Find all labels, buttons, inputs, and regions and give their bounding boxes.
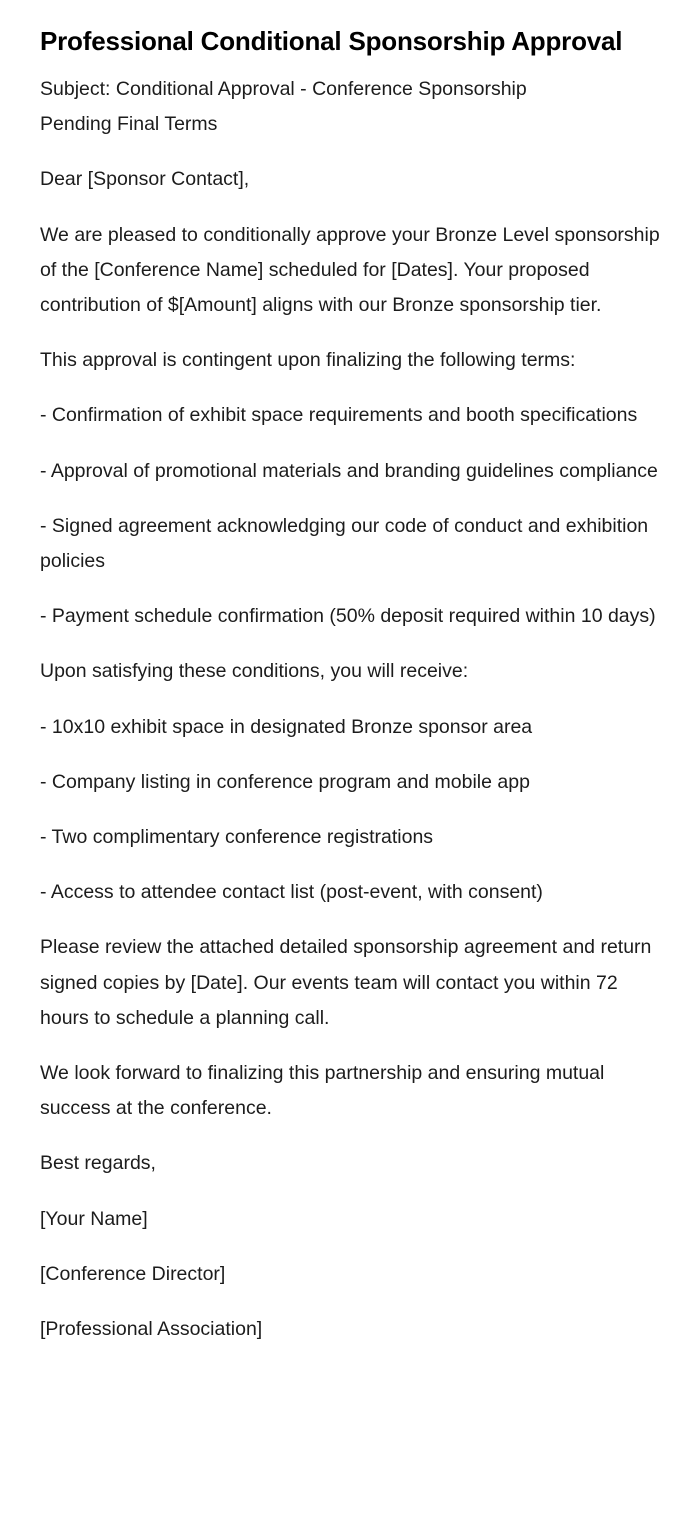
conditions-intro: This approval is contingent upon finalizing the following terms:	[40, 349, 576, 372]
benefit-item: - Company listing in conference program and mobile app	[40, 770, 530, 793]
salutation: Dear [Sponsor Contact],	[40, 168, 250, 191]
benefits-intro: Upon satisfying these conditions, you will receive:	[40, 660, 469, 683]
signoff: Best regards,	[40, 1152, 156, 1175]
intro-paragraph: We are pleased to conditionally approve your Bronze Level sponsorship of the [Conference Name] scheduled for [Dates]. Your proposed contribution of $[Amount] aligns with our Bronze sponsorship tier.	[40, 223, 660, 317]
condition-item: - Confirmation of exhibit space requirements and booth specifications	[40, 404, 638, 427]
subject-line-1: Subject: Conditional Approval - Conference Sponsorship	[40, 78, 527, 100]
benefit-item: - Access to attendee contact list (post-event, with consent)	[40, 881, 543, 904]
condition-item: - Payment schedule confirmation (50% deposit required within 10 days)	[40, 605, 656, 628]
condition-item: - Signed agreement acknowledging our code of conduct and exhibition policies	[40, 514, 649, 573]
page-title: Professional Conditional Sponsorship Approval	[40, 26, 623, 56]
signature-organization: [Professional Association]	[40, 1318, 263, 1341]
benefit-item: - Two complimentary conference registrations	[40, 826, 434, 849]
benefit-item: - 10x10 exhibit space in designated Bronze sponsor area	[40, 715, 533, 738]
signature-name: [Your Name]	[40, 1207, 148, 1230]
subject-line	[40, 72, 660, 142]
subject-line-2: Pending Final Terms	[40, 113, 218, 136]
condition-item: - Approval of promotional materials and branding guidelines compliance	[40, 459, 658, 482]
closing-paragraph: We look forward to finalizing this partnership and ensuring mutual success at the conference.	[40, 1062, 605, 1120]
signature-title: [Conference Director]	[40, 1262, 226, 1285]
review-paragraph: Please review the attached detailed sponsorship agreement and return signed copies by [Date]. Our events team will contact you within 72 hours to schedule a planning call.	[40, 936, 652, 1029]
